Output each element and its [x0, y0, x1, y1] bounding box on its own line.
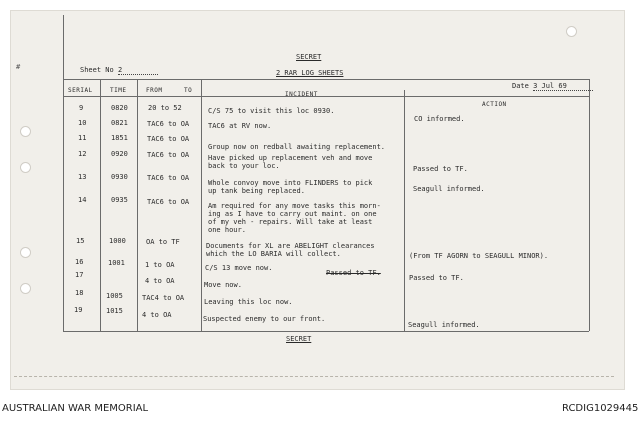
- time-cell: 0820: [111, 104, 128, 112]
- serial-cell: 15: [76, 237, 85, 245]
- action-cell: (From TF AGORN to SEAGULL MINOR).: [409, 252, 549, 260]
- action-cell: Passed to TF.: [409, 274, 464, 282]
- serial-cell: 12: [78, 150, 87, 158]
- time-cell: 1000: [109, 237, 126, 245]
- time-cell: 0920: [111, 150, 128, 158]
- incident-cell: Suspected enemy to our front.: [203, 315, 326, 323]
- serial-cell: 13: [78, 173, 87, 181]
- incident-cell: ing as I have to carry out maint. on one: [208, 210, 377, 218]
- from-to-cell: OA to TF: [146, 238, 180, 246]
- col-divider-serial: [100, 79, 101, 331]
- action-cell: Seagull informed.: [413, 185, 485, 193]
- sheet-number: 2: [118, 66, 158, 75]
- serial-cell: 10: [78, 119, 87, 127]
- date-line: [512, 82, 593, 91]
- sheet-label: Sheet No: [80, 66, 114, 74]
- col-header-serial: SERIAL: [68, 87, 93, 94]
- col-header-action: ACTION: [482, 101, 507, 108]
- table-top-border: [63, 79, 589, 80]
- incident-cell: Whole convoy move into FLINDERS to pick: [208, 179, 373, 187]
- incident-cell: Have picked up replacement veh and move: [208, 154, 373, 162]
- action-cell: CO informed.: [414, 115, 465, 123]
- incident-cell: Group now on redball awaiting replacement.: [208, 143, 386, 151]
- incident-cell: C/S 13 move now.: [205, 264, 273, 272]
- incident-cell: Leaving this loc now.: [204, 298, 293, 306]
- from-to-cell: TAC6 to OA: [147, 151, 190, 159]
- margin-mark: #: [16, 63, 21, 71]
- time-cell: 1851: [111, 134, 128, 142]
- punch-hole: [566, 26, 577, 37]
- col-divider-incident: [404, 90, 405, 331]
- serial-cell: 18: [75, 289, 84, 297]
- date-value: 3 Jul 69: [533, 82, 593, 91]
- punch-hole: [20, 126, 31, 137]
- from-to-cell: 4 to OA: [142, 311, 172, 319]
- page-title: 2 RAR LOG SHEETS: [276, 69, 344, 77]
- col-header-from: FROM: [146, 87, 163, 94]
- serial-cell: 16: [75, 258, 84, 266]
- time-cell: 0935: [111, 196, 128, 204]
- incident-cell: of my veh - repairs. Will take at least: [208, 218, 373, 226]
- incident-cell: which the LO BARIA will collect.: [206, 250, 341, 258]
- footer-id: RCDIG1029445: [562, 403, 639, 414]
- incident-cell: one hour.: [208, 226, 246, 234]
- from-to-cell: 20 to 52: [148, 104, 182, 112]
- classification-top: SECRET: [296, 53, 322, 61]
- date-label: Date: [512, 82, 529, 90]
- incident-cell: back to your loc.: [208, 162, 280, 170]
- serial-cell: 17: [75, 271, 84, 279]
- serial-cell: 19: [74, 306, 83, 314]
- table-bottom-border: [63, 331, 589, 332]
- classification-bottom: SECRET: [286, 335, 312, 343]
- serial-cell: 9: [79, 104, 84, 112]
- time-cell: 1001: [108, 259, 125, 267]
- time-cell: 1015: [106, 307, 123, 315]
- action-cell: Seagull informed.: [408, 321, 480, 329]
- time-cell: 0930: [111, 173, 128, 181]
- col-header-time: TIME: [110, 87, 127, 94]
- punch-hole: [20, 283, 31, 294]
- table-left-border: [63, 15, 64, 331]
- col-divider-fromto: [201, 79, 202, 331]
- incident-cell: C/S 75 to visit this loc 0930.: [208, 107, 335, 115]
- from-to-cell: TAC6 to OA: [147, 135, 190, 143]
- table-header-border: [63, 96, 589, 97]
- col-header-to: TO: [184, 87, 193, 94]
- action-cell: Passed to TF.: [413, 165, 468, 173]
- time-cell: 0821: [111, 119, 128, 127]
- sheet-number-line: [80, 66, 158, 75]
- from-to-cell: TAC6 to OA: [147, 174, 190, 182]
- incident-cell: Am required for any move tasks this morn-: [208, 202, 381, 210]
- incident-cell: TAC6 at RV now.: [208, 122, 272, 130]
- punch-hole: [20, 247, 31, 258]
- col-header-incident: INCIDENT: [285, 91, 318, 98]
- incident-cell: up tank being replaced.: [208, 187, 305, 195]
- table-right-border: [589, 79, 590, 331]
- incident-cell: Move now.: [204, 281, 242, 289]
- incident-cell: Documents for XL are ABELIGHT clearances: [206, 242, 375, 250]
- from-to-cell: TAC6 to OA: [147, 198, 190, 206]
- from-to-cell: 4 to OA: [145, 277, 175, 285]
- tear-line: [14, 376, 614, 377]
- from-to-cell: TAC6 to OA: [147, 120, 190, 128]
- serial-cell: 11: [78, 134, 87, 142]
- footer-source: AUSTRALIAN WAR MEMORIAL: [2, 403, 149, 414]
- serial-cell: 14: [78, 196, 87, 204]
- from-to-cell: TAC4 to OA: [142, 294, 185, 302]
- struck-note: Passed to TF.: [326, 269, 381, 277]
- time-cell: 1005: [106, 292, 123, 300]
- punch-hole: [20, 162, 31, 173]
- col-divider-time: [137, 79, 138, 331]
- from-to-cell: 1 to OA: [145, 261, 175, 269]
